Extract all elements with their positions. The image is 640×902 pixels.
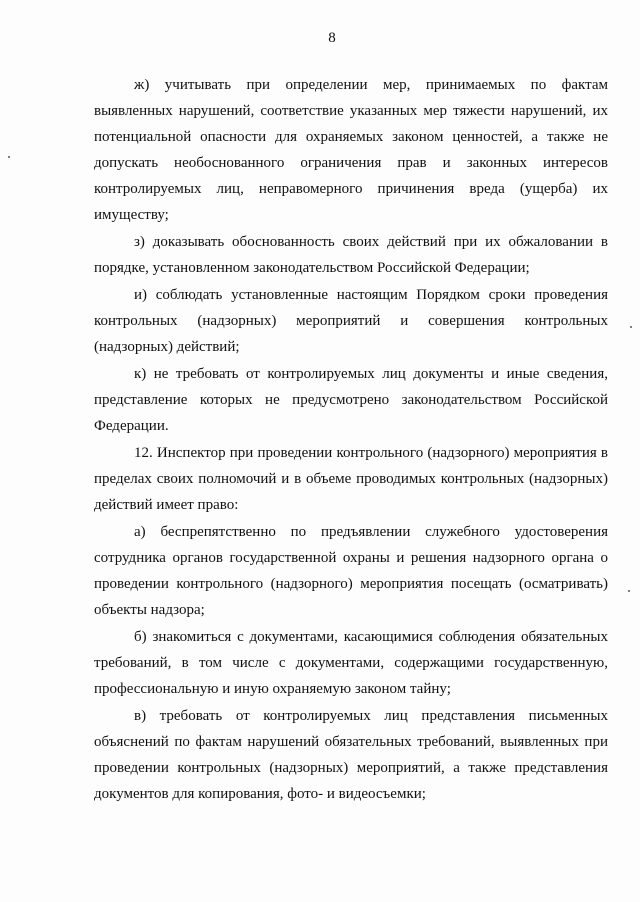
paragraph-a: а) беспрепятственно по предъявлении служебного удостоверения сотрудника органов государственной охраны и решения надзорного органа о проведении контрольного (надзорного) мероприятия посещать (осматривать) объекты надзора; bbox=[94, 524, 608, 618]
paragraph-v: в) требовать от контролируемых лиц представления письменных объяснений по фактам нарушений обязательных требований, выявленных при проведении контрольных (надзорных) мероприятий, а также представления документов для копирования, фото- и видеосъемки; bbox=[94, 708, 608, 802]
scan-speck bbox=[628, 590, 630, 592]
paragraph-zh: ж) учитывать при определении мер, принимаемых по фактам выявленных нарушений, соответствие указанных мер тяжести нарушений, их потенциальной опасности для охраняемых законом ценностей, а также не допускать необоснованного ограничения прав и законных интересов контролируемых лиц, неправомерного причинения вреда (ущерба) их имуществу; bbox=[94, 77, 608, 223]
paragraph-k: к) не требовать от контролируемых лиц документы и иные сведения, представление которых не предусмотрено законодательством Российской Федерации. bbox=[94, 366, 608, 434]
document-body bbox=[94, 72, 608, 808]
scan-speck bbox=[8, 156, 10, 158]
paragraph-12: 12. Инспектор при проведении контрольного (надзорного) мероприятия в пределах своих полномочий и в объеме проводимых контрольных (надзорных) действий имеет право: bbox=[94, 445, 608, 513]
paragraph-i: и) соблюдать установленные настоящим Порядком сроки проведения контрольных (надзорных) мероприятий и совершения контрольных (надзорных) действий; bbox=[94, 287, 608, 355]
scan-speck bbox=[630, 326, 632, 328]
page-number: 8 bbox=[328, 30, 336, 46]
paragraph-b: б) знакомиться с документами, касающимися соблюдения обязательных требований, в том числе с документами, содержащими государственную, профессиональную и иную охраняемую законом тайну; bbox=[94, 629, 608, 697]
paragraph-z: з) доказывать обоснованность своих действий при их обжаловании в порядке, установленном законодательством Российской Федерации; bbox=[94, 234, 608, 276]
